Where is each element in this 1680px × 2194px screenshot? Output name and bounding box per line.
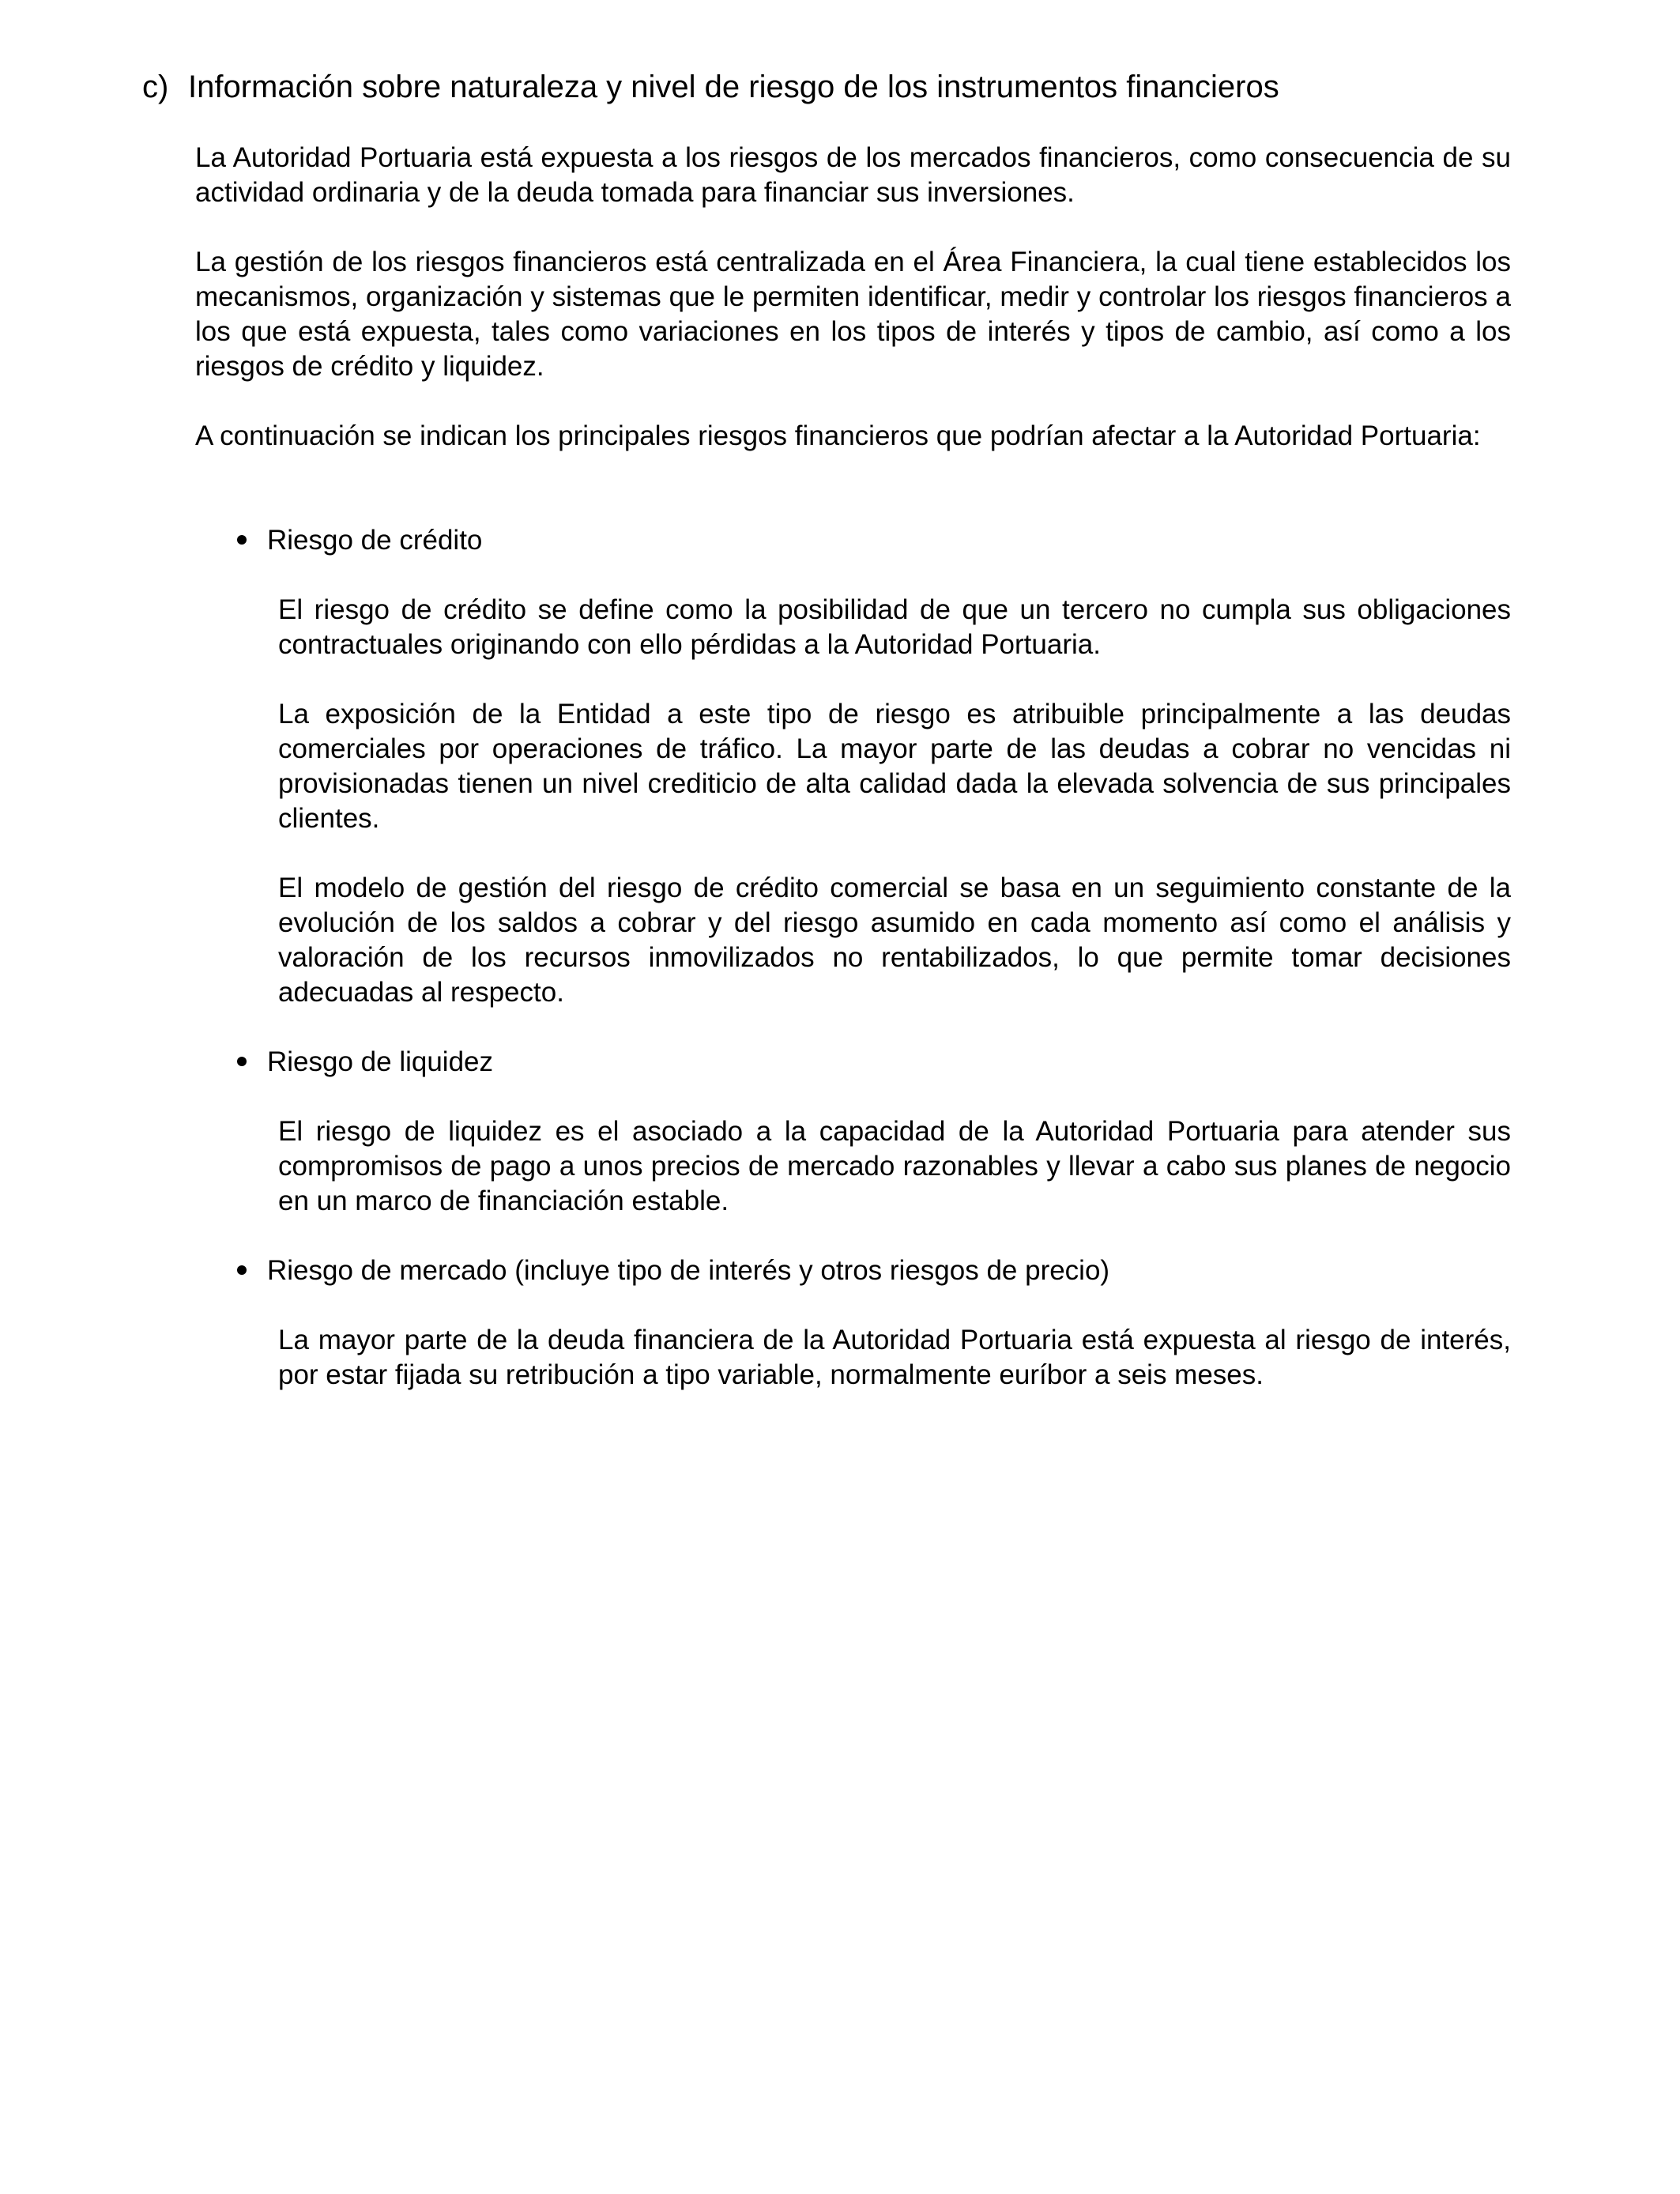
risk-paragraph: El riesgo de liquidez es el asociado a la capacidad de la Autoridad Portuaria para atender sus compromisos de pago a unos precios de mercado razonables y llevar a cabo sus planes de negocio en un marco de financiación estable. — [278, 1116, 1511, 1216]
bullet-icon — [237, 1265, 247, 1275]
risk-title: Riesgo de liquidez — [267, 1046, 494, 1077]
risk-title: Riesgo de crédito — [267, 525, 483, 556]
risk-item-liquidity — [237, 1045, 493, 1080]
intro-paragraph: La Autoridad Portuaria está expuesta a los riesgos de los mercados financieros, como consecuencia de su actividad ordinaria y de la deuda tomada para financiar sus inversiones. — [195, 142, 1511, 208]
section-title: Información sobre naturaleza y nivel de riesgo de los instrumentos financieros — [188, 70, 1279, 104]
risk-paragraph: La exposición de la Entidad a este tipo de riesgo es atribuible principalmente a las deudas comerciales por operaciones de tráfico. La mayor parte de las deudas a cobrar no vencidas ni provisionadas tienen un nivel crediticio de alta calidad dada la elevada solvencia de sus principales clientes. — [278, 699, 1511, 834]
section-letter: c) — [142, 70, 169, 104]
risk-paragraph: La mayor parte de la deuda financiera de la Autoridad Portuaria está expuesta al riesgo de interés, por estar fijada su retribución a tipo variable, normalmente euríbor a seis meses. — [278, 1325, 1511, 1390]
intro-paragraph: La gestión de los riesgos financieros está centralizada en el Área Financiera, la cual tiene establecidos los mecanismos, organización y sistemas que le permiten identificar, medir y controlar los riesgos financieros a los que está expuesta, tales como variaciones en los tipos de interés y tipos de cambio, así como a los riesgos de crédito y liquidez. — [195, 247, 1511, 382]
risk-title: Riesgo de mercado (incluye tipo de interés y otros riesgos de precio) — [267, 1255, 1110, 1286]
risk-item-market — [237, 1253, 1109, 1288]
risk-paragraph: El riesgo de crédito se define como la posibilidad de que un tercero no cumpla sus obligaciones contractuales originando con ello pérdidas a la Autoridad Portuaria. — [278, 594, 1511, 660]
bullet-icon — [237, 1057, 247, 1066]
risk-item-credit — [237, 523, 482, 558]
section-heading — [142, 65, 1279, 109]
intro-paragraph: A continuación se indican los principales riesgos financieros que podrían afectar a la Autoridad Portuaria: — [195, 420, 1481, 451]
risk-paragraph: El modelo de gestión del riesgo de crédito comercial se basa en un seguimiento constante de la evolución de los saldos a cobrar y del riesgo asumido en cada momento así como el análisis y valoración de los recursos inmovilizados no rentabilizados, lo que permite tomar decisiones adecuadas al respecto. — [278, 873, 1511, 1008]
bullet-icon — [237, 535, 247, 545]
